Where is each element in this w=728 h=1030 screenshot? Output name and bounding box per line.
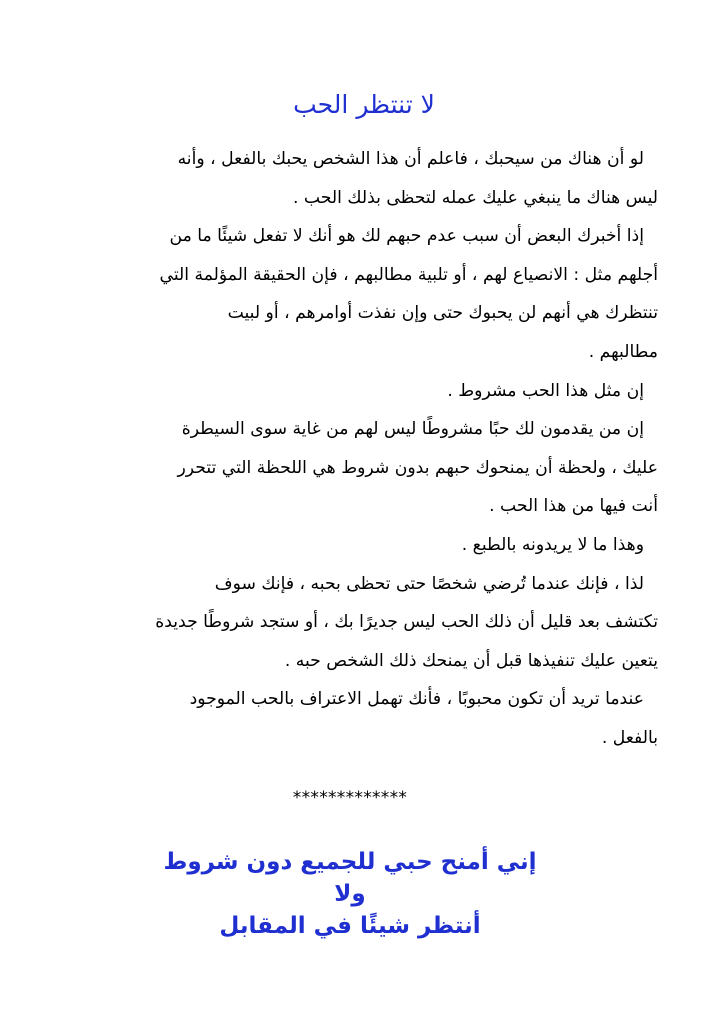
body-text (70, 140, 658, 758)
closing-line: أنتظر شيئًا في المقابل (219, 913, 481, 939)
separator-stars: ************* (292, 788, 408, 808)
text-line: إن من يقدمون لك حبًا مشروطًا ليس لهم من غاية سوى السيطرة (181, 419, 644, 440)
document-title: لا تنتظر الحب (293, 90, 435, 119)
text-line: إذا أخبرك البعض أن سبب عدم حبهم لك هو أنك لا تفعل شيئًا ما من (169, 226, 644, 247)
text-line: بالفعل . (601, 727, 658, 748)
text-line: وهذا ما لا يريدونه بالطبع . (461, 534, 644, 555)
closing-statement (150, 846, 550, 942)
closing-line: إني أمنح حبي للجميع دون شروط ولا (163, 849, 537, 907)
text-line: أجلهم مثل : الانصياع لهم ، أو تلبية مطالبهم ، فإن الحقيقة المؤلمة التي (159, 264, 658, 285)
separator (0, 786, 728, 810)
text-line: تنتظرك هي أنهم لن يحبوك حتى وإن نفذت أوامرهم ، أو لبيت (227, 303, 658, 324)
text-line: عندما تريد أن تكون محبوبًا ، فأنك تهمل الاعتراف بالحب الموجود (189, 689, 644, 710)
text-line: يتعين عليك تنفيذها قبل أن يمنحك ذلك الشخص حبه . (284, 650, 658, 671)
text-line: إن مثل هذا الحب مشروط . (447, 380, 644, 401)
text-line: أنت فيها من هذا الحب . (489, 496, 658, 517)
text-line: مطالبهم . (588, 341, 658, 362)
text-line: تكتشف بعد قليل أن ذلك الحب ليس جديرًا بك ، أو ستجد شروطًا جديدة (155, 612, 658, 633)
text-line: لو أن هناك من سيحبك ، فاعلم أن هذا الشخص يحبك بالفعل ، وأنه (177, 149, 644, 169)
text-line: لذا ، فإنك عندما تُرضي شخصًا حتى تحظى بحبه ، فإنك سوف (214, 573, 644, 594)
text-line: ليس هناك ما ينبغي عليك عمله لتحظى بذلك الحب . (292, 187, 658, 208)
text-line: عليك ، ولحظة أن يمنحوك حبهم بدون شروط هي اللحظة التي تتحرر (177, 457, 658, 478)
